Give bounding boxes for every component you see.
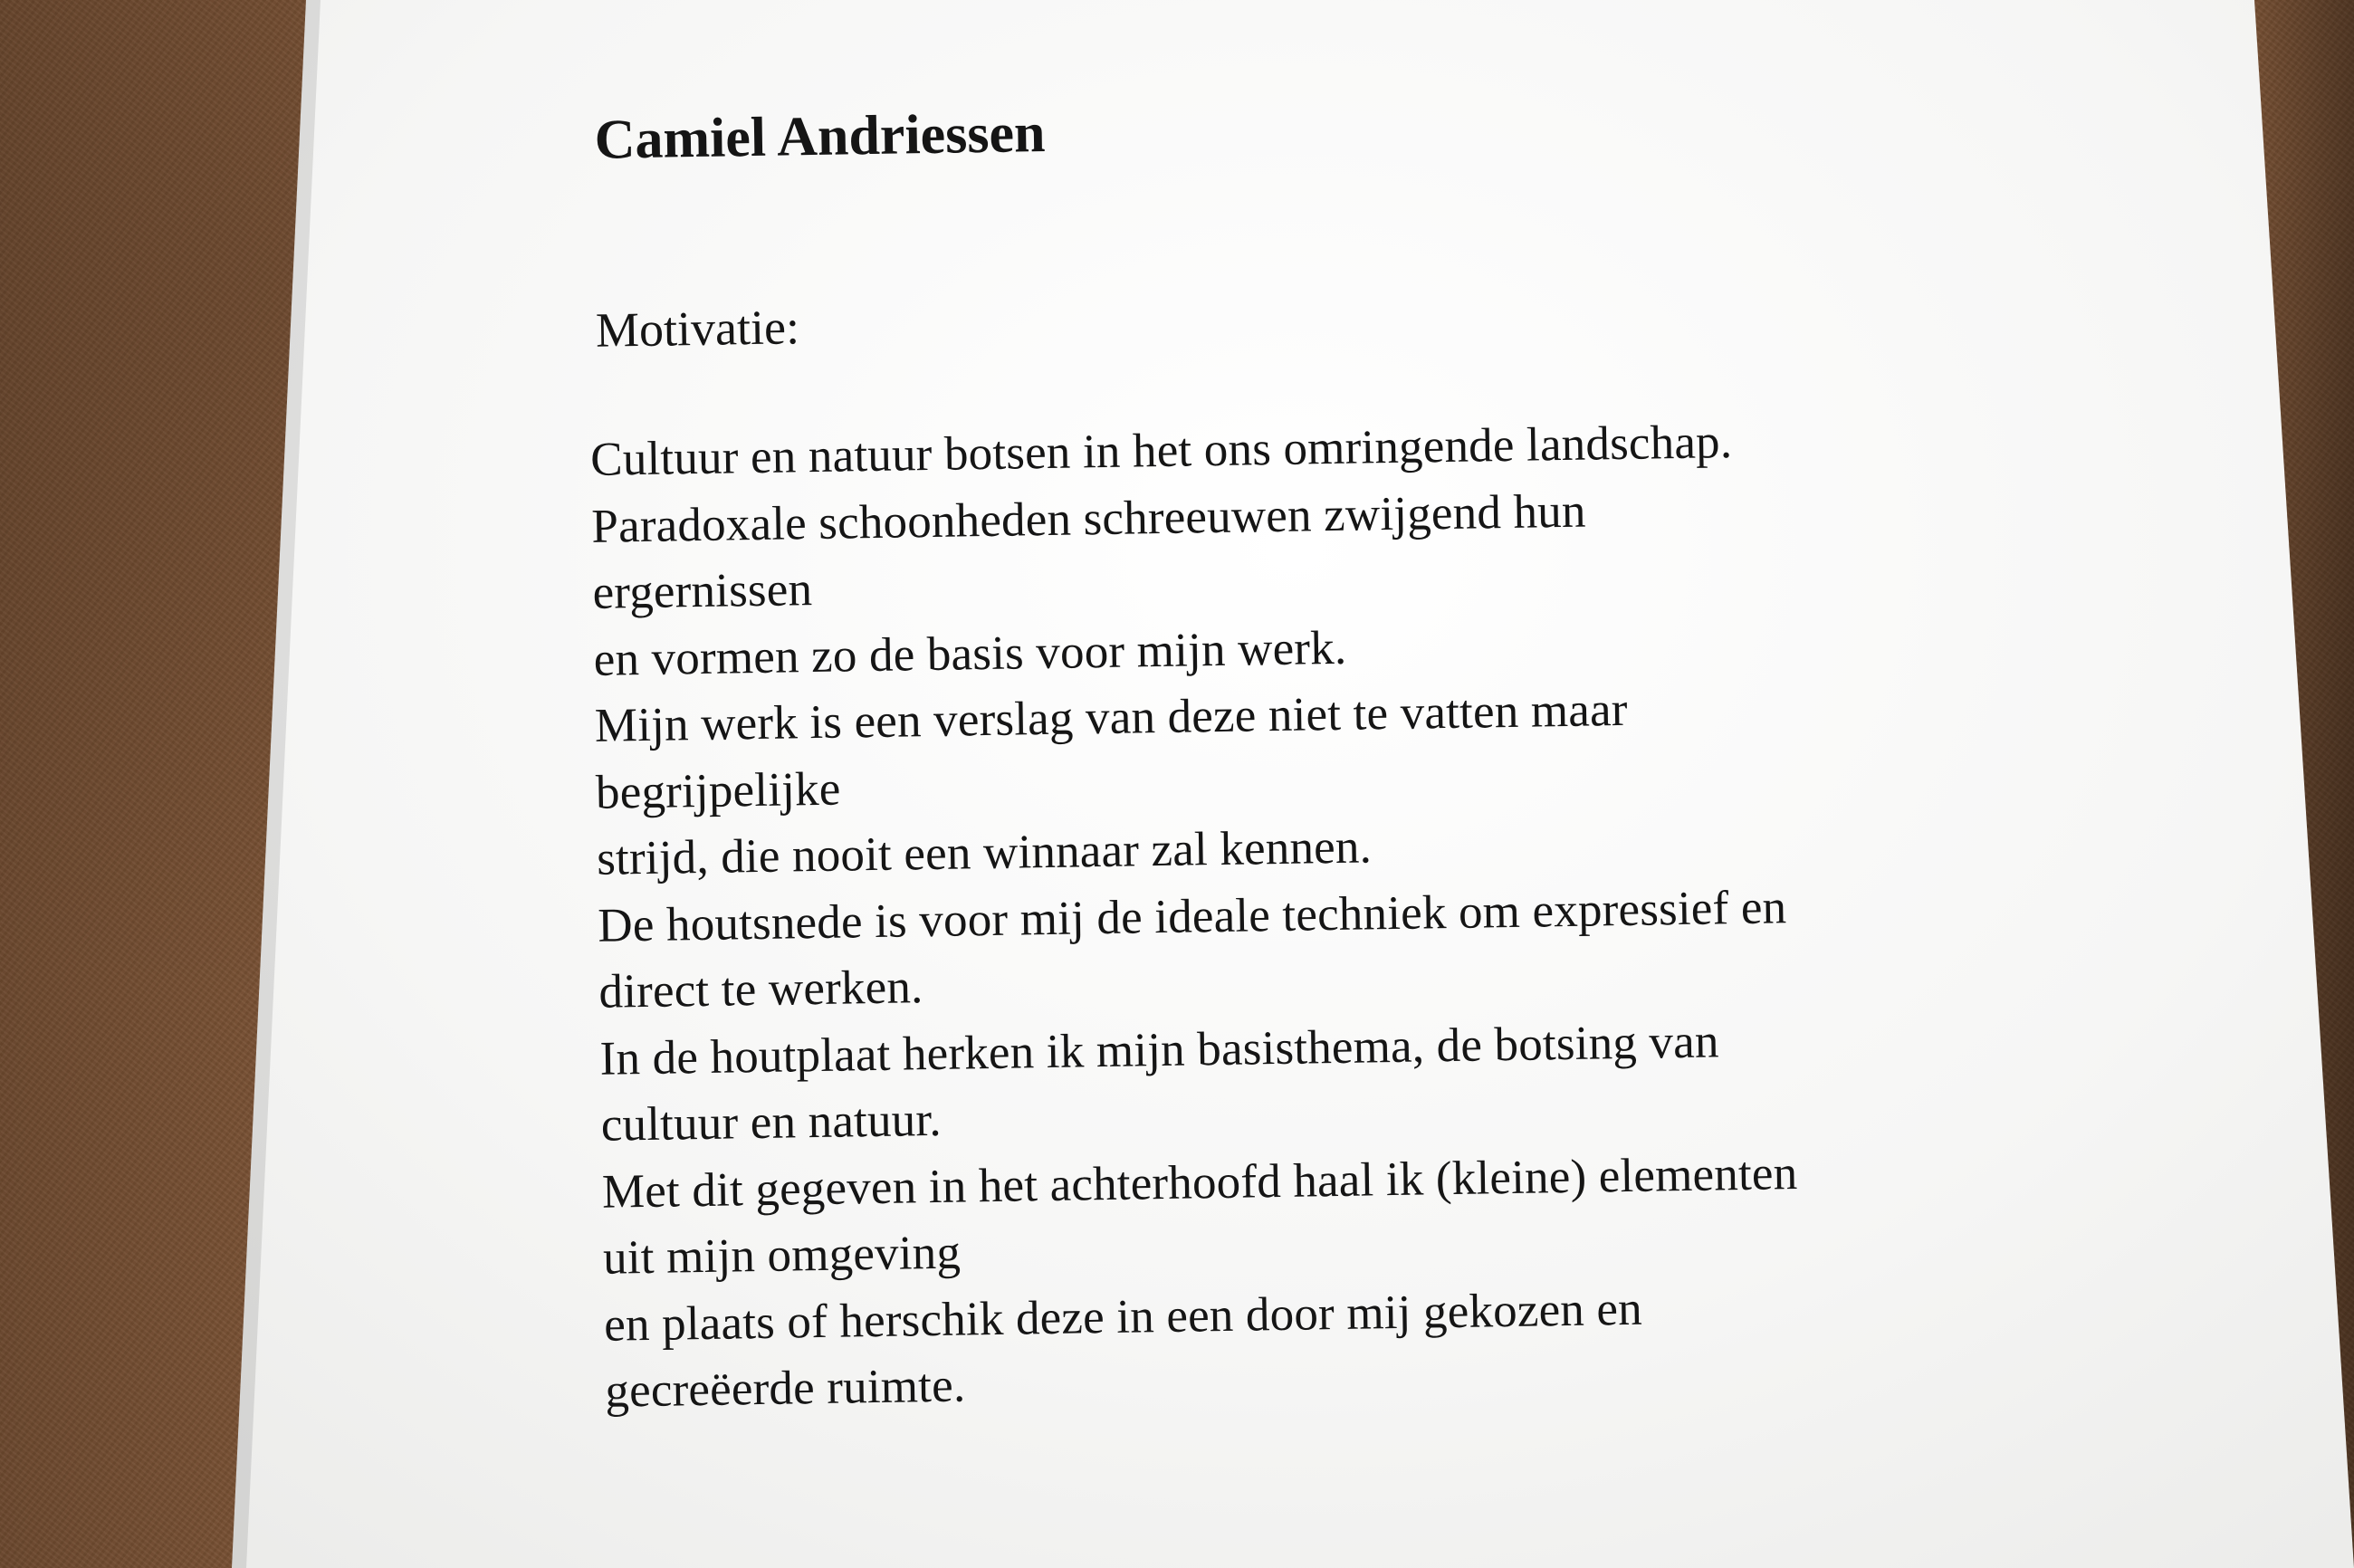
text-line: direct te werken.: [598, 961, 923, 1018]
text-line: De houtsnede is voor mij de ideale techniek om expressief en: [597, 880, 1787, 952]
text-line: In de houtplaat herken ik mijn basisthema, de botsing van: [599, 1014, 1719, 1085]
text-line: gecreëerde ruimte.: [604, 1359, 966, 1418]
text-line: Paradoxale schoonheden schreeuwen zwijgend hun: [590, 484, 1586, 553]
text-line: en plaats of herschik deze in een door mij gekozen en: [603, 1282, 1643, 1352]
text-line: Cultuur en natuur botsen in het ons omringende landschap.: [589, 416, 1733, 486]
text-line: strijd, die nooit een winnaar zal kennen.: [596, 820, 1373, 885]
section-heading: Motivatie:: [595, 300, 800, 358]
text-line: Met dit gegeven in het achterhoofd haal ik (kleine) elementen: [601, 1146, 1798, 1219]
text-line: Mijn werk is een verslag van deze niet te vatten maar: [594, 683, 1628, 752]
text-line: en vormen zo de basis voor mijn werk.: [593, 621, 1347, 686]
text-line: begrijpelijke: [595, 762, 841, 819]
motivation-text: [590, 408, 1802, 1425]
text-line: ergernissen: [592, 563, 813, 619]
text-line: cultuur en natuur.: [600, 1093, 943, 1152]
author-name: Camiel Andriessen: [594, 101, 1046, 171]
text-line: uit mijn omgeving: [602, 1226, 962, 1285]
